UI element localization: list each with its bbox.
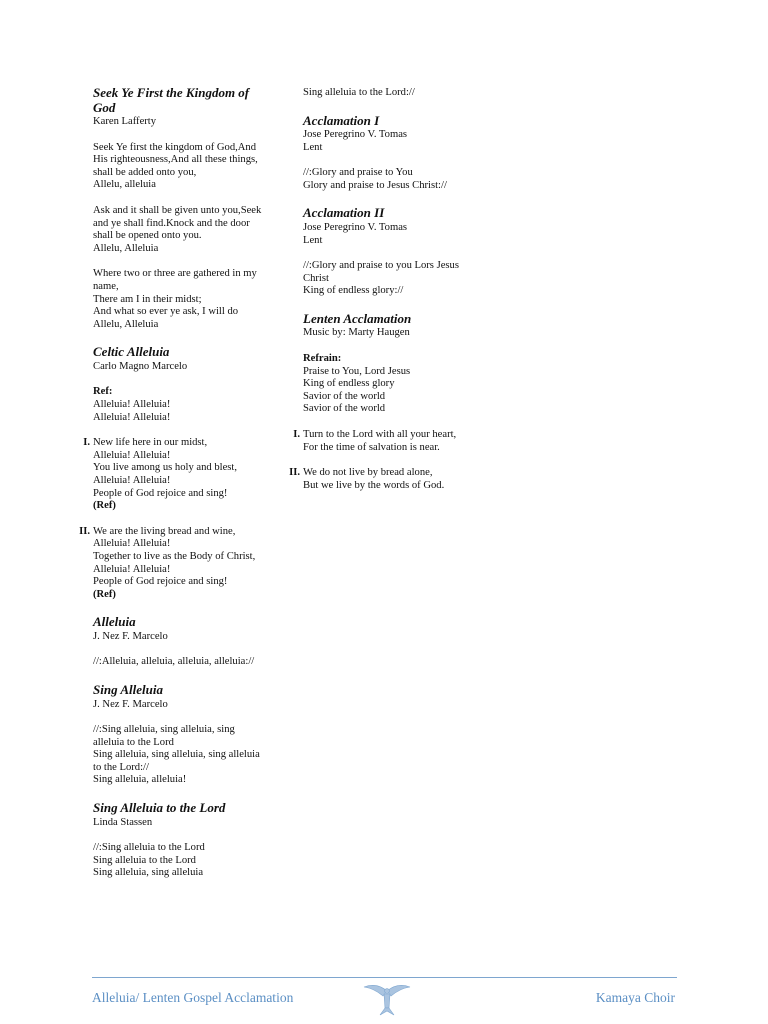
verse-line: Sing alleluia to the Lord:// — [303, 87, 415, 98]
verse-line: Savior of the world — [303, 403, 386, 415]
verse-line: Allelu, Alleluia — [93, 242, 159, 254]
verse-line: //:Alleluia, alleluia, alleluia, alleluia:// — [93, 656, 255, 668]
verse-line: //:Glory and praise to you Lors Jesus Christ — [303, 260, 459, 284]
verse-line: Alleluia! Alleluia! — [93, 399, 171, 410]
numbered-verse — [79, 525, 263, 602]
song-author: Music by: Marty Haugen — [303, 327, 410, 339]
verse-line: There am I in their midst; — [93, 293, 202, 305]
verse-line: New life here in our midst, — [93, 437, 208, 449]
verse-number: I. — [83, 437, 90, 449]
verse-number: II. — [289, 467, 300, 479]
numbered-verse — [293, 429, 473, 454]
song-title: Celtic Alleluia — [93, 344, 170, 360]
song-acclamation-i — [303, 114, 473, 193]
song-title: Lenten Acclamation — [303, 310, 412, 326]
verse-line: People of God rejoice and sing! — [93, 487, 228, 499]
verse-line: We are the living bread and wine, — [93, 525, 236, 537]
verse-line: //:Glory and praise to You — [303, 167, 413, 179]
verse-line: Alleluia! Alleluia! — [93, 563, 171, 575]
song-lenten-acclamation — [289, 310, 473, 492]
verse-line: Allelu, alleluia — [93, 179, 156, 191]
refrain-label: Refrain: — [303, 353, 342, 365]
song-sing-alleluia-to-the-lord — [93, 801, 263, 880]
verse — [303, 167, 473, 192]
footer-choir-name: Kamaya Choir — [595, 990, 675, 1005]
verse — [93, 724, 263, 787]
verse-line: Savior of the world — [303, 390, 386, 402]
verse — [93, 205, 263, 255]
verse-line: Together to live as the Body of Christ, — [93, 550, 256, 562]
song-title: Acclamation II — [303, 205, 385, 221]
footer-divider — [92, 977, 677, 978]
verse-line: Where two or three are gathered in my name, — [93, 268, 257, 292]
verse-line: Glory and praise to Jesus Christ:// — [303, 179, 447, 191]
song-continuation — [303, 87, 473, 100]
verse-line: Allelu, Alleluia — [93, 318, 159, 330]
verse-line: Seek Ye first the kingdom of God,And His righteousness,And all these things, shall be added onto you, — [93, 141, 258, 178]
song-title: Sing Alleluia — [93, 682, 163, 697]
verse-line: King of endless glory — [303, 378, 395, 390]
song-season: Lent — [303, 141, 323, 153]
verse — [93, 142, 263, 192]
verse-line: //:Sing alleluia, sing alleluia, sing alleluia to the Lord — [93, 724, 235, 748]
refrain-cue: (Ref) — [93, 500, 116, 512]
left-column — [79, 85, 263, 894]
song-sing-alleluia — [93, 683, 263, 787]
verse — [303, 260, 473, 298]
verse — [93, 268, 263, 331]
song-title: Alleluia — [93, 614, 136, 630]
verse-line: Sing alleluia, alleluia! — [93, 774, 187, 786]
numbered-verse — [83, 437, 263, 513]
verse-number: II. — [79, 525, 90, 537]
verse-line: Alleluia! Alleluia! — [93, 538, 171, 550]
verse-line: Ask and it shall be given unto you,Seek and ye shall find.Knock and the door shall be opened onto you. — [93, 204, 262, 242]
verse-line: Alleluia! Alleluia! — [93, 449, 171, 461]
refrain — [303, 353, 473, 416]
song-author: Karen Lafferty — [93, 116, 157, 127]
verse-line: You live among us holy and blest, — [93, 462, 237, 474]
song-title: Sing Alleluia to the Lord — [93, 800, 226, 816]
song-title: Seek Ye First the Kingdom of God — [93, 85, 250, 115]
verse-line: Praise to You, Lord Jesus — [303, 365, 411, 377]
dove-icon — [362, 982, 412, 1016]
numbered-verse — [289, 467, 473, 492]
song-alleluia — [93, 615, 263, 669]
song-author: Jose Peregrino V. Tomas — [303, 129, 408, 141]
song-author: Jose Peregrino V. Tomas — [303, 221, 408, 233]
song-acclamation-ii — [303, 206, 473, 297]
song-seek-ye-first — [93, 86, 263, 331]
verse — [93, 656, 263, 669]
verse-line: Sing alleluia, sing alleluia — [93, 867, 204, 879]
song-author: J. Nez F. Marcelo — [93, 698, 168, 710]
footer-document-title: Alleluia/ Lenten Gospel Acclamation — [92, 990, 294, 1005]
verse-line: People of God rejoice and sing! — [93, 576, 228, 588]
refrain-label: Ref: — [93, 386, 113, 398]
song-author: Carlo Magno Marcelo — [93, 360, 188, 372]
right-column — [289, 86, 473, 506]
verse-line: //:Sing alleluia to the Lord — [93, 842, 205, 854]
refrain — [93, 386, 263, 424]
verse-line: But we live by the words of God. — [303, 479, 445, 491]
verse-number: I. — [293, 429, 300, 440]
verse-line: Sing alleluia to the Lord — [93, 854, 196, 866]
verse-line: And what so ever ye ask, I will do — [93, 306, 239, 318]
song-season: Lent — [303, 234, 323, 246]
verse-line: Turn to the Lord with all your heart, For the time of salvation is near. — [303, 429, 457, 453]
verse-line: Alleluia! Alleluia! — [93, 411, 171, 423]
verse-line: Alleluia! Alleluia! — [93, 474, 171, 486]
verse-line: We do not live by bread alone, — [303, 467, 433, 479]
song-author: J. Nez F. Marcelo — [93, 630, 168, 642]
song-title: Acclamation I — [303, 112, 380, 128]
verse-line: Sing alleluia, sing alleluia, sing alleluia to the Lord:// — [93, 749, 260, 773]
verse — [93, 842, 263, 880]
song-celtic-alleluia — [79, 344, 263, 601]
refrain-cue: (Ref) — [93, 588, 116, 600]
song-author: Linda Stassen — [93, 816, 153, 828]
verse-line: King of endless glory:// — [303, 285, 404, 297]
